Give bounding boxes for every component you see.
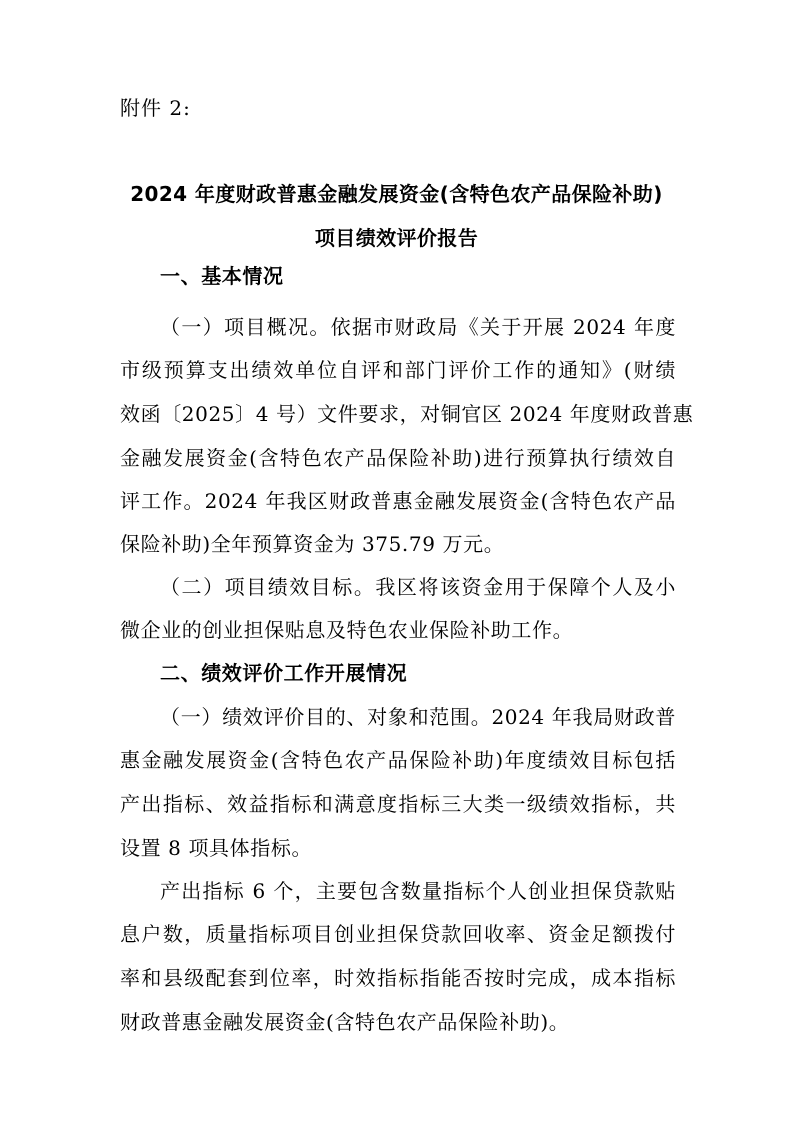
- attachment-label: 附件 2:: [120, 96, 191, 120]
- section-2-heading: 二、绩效评价工作开展情况: [160, 661, 408, 685]
- paragraph-3-line: 设置 8 项具体指标。: [120, 836, 313, 860]
- paragraph-4-line: 财政普惠金融发展资金(含特色农产品保险补助)。: [120, 1010, 570, 1034]
- paragraph-3-line: 惠金融发展资金(含特色农产品保险补助)年度绩效目标包括: [120, 748, 676, 772]
- section-1-heading: 一、基本情况: [160, 264, 284, 288]
- paragraph-4-line: 产出指标 6 个，主要包含数量指标个人创业担保贷款贴: [160, 879, 676, 903]
- paragraph-2-line: （二）项目绩效目标。我区将该资金用于保障个人及小: [160, 575, 676, 599]
- paragraph-4-line: 息户数，质量指标项目创业担保贷款回收率、资金足额拨付: [120, 922, 676, 946]
- paragraph-1-line: 保险补助)全年预算资金为 375.79 万元。: [120, 532, 505, 556]
- paragraph-2-line: 微企业的创业担保贴息及特色农业保险补助工作。: [120, 618, 574, 642]
- report-title-line-2: 项目绩效评价报告: [314, 226, 479, 250]
- report-title-line-1: 2024 年度财政普惠金融发展资金(含特色农产品保险补助): [130, 182, 663, 206]
- paragraph-4-line: 率和县级配套到位率，时效指标指能否按时完成，成本指标: [120, 966, 676, 990]
- paragraph-3-line: 产出指标、效益指标和满意度指标三大类一级绩效指标，共: [120, 792, 676, 816]
- paragraph-1-line: 效函〔2025〕4 号）文件要求，对铜官区 2024 年度财政普惠: [120, 402, 694, 426]
- paragraph-3-line: （一）绩效评价目的、对象和范围。2024 年我局财政普: [160, 705, 676, 729]
- paragraph-1-line: 评工作。2024 年我区财政普惠金融发展资金(含特色农产品: [120, 489, 676, 513]
- paragraph-1-line: 金融发展资金(含特色农产品保险补助)进行预算执行绩效自: [120, 446, 676, 470]
- paragraph-1-line: （一）项目概况。依据市财政局《关于开展 2024 年度: [160, 315, 676, 339]
- paragraph-1-line: 市级预算支出绩效单位自评和部门评价工作的通知》(财绩: [120, 358, 676, 382]
